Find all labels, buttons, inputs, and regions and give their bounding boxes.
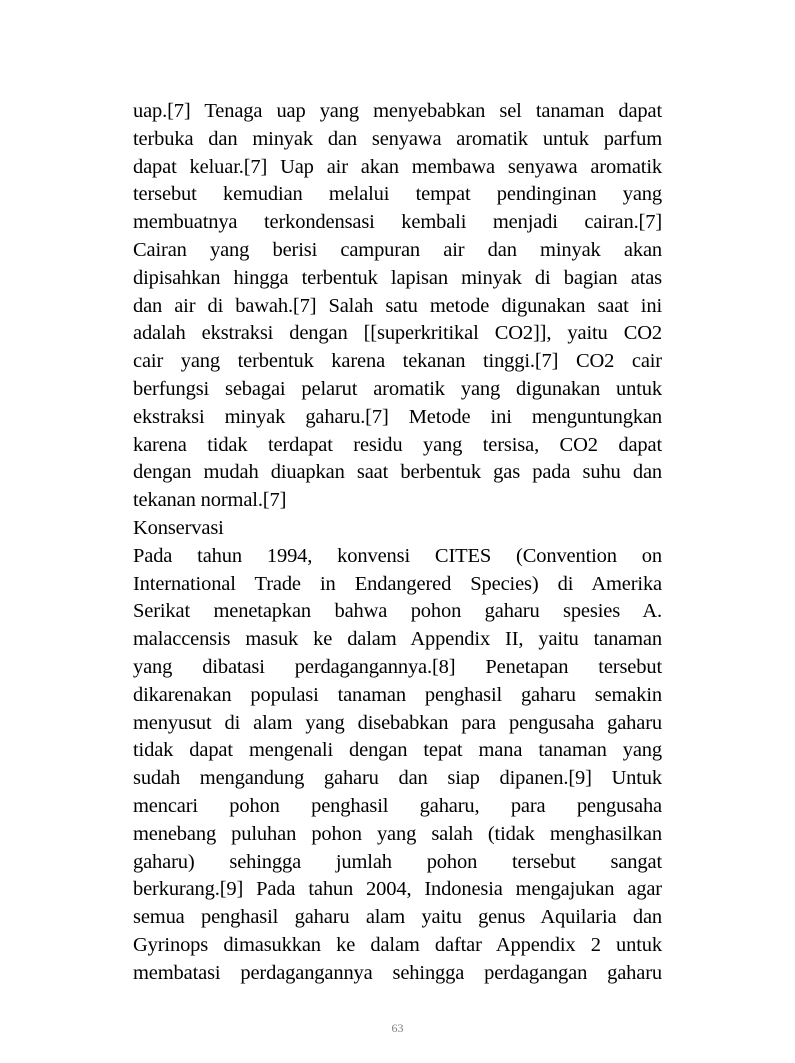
text-line: uap.[7] Tenaga uap yang menyebabkan sel tanaman dapat — [133, 100, 662, 122]
text-line: tekanan normal.[7] — [133, 489, 287, 512]
text-line: cair yang terbentuk karena tekanan tinggi.[7] CO2 cair — [133, 350, 662, 373]
text-line: terbuka dan minyak dan senyawa aromatik untuk parfum — [133, 127, 662, 150]
section-heading-text: Konservasi — [133, 516, 224, 539]
text-line: mencari pohon penghasil gaharu, para pengusaha — [133, 794, 662, 817]
text-line: berkurang.[9] Pada tahun 2004, Indonesia mengajukan agar — [133, 878, 662, 901]
text-line: dikarenakan populasi tanaman penghasil gaharu semakin — [133, 683, 662, 706]
text-line: ekstraksi minyak gaharu.[7] Metode ini menguntungkan — [133, 405, 662, 428]
text-line: dan air di bawah.[7] Salah satu metode digunakan saat ini — [133, 294, 662, 317]
text-line: gaharu) sehingga jumlah pohon tersebut sangat — [133, 850, 662, 873]
section-heading — [133, 515, 662, 543]
text-line: sudah mengandung gaharu dan siap dipanen.[9] Untuk — [133, 767, 662, 790]
text-line: membatasi perdagangannya sehingga perdagangan gaharu — [133, 961, 662, 984]
text-line: Serikat menetapkan bahwa pohon gaharu spesies A. — [133, 600, 662, 623]
text-line: Pada tahun 1994, konvensi CITES (Convention on — [133, 544, 662, 567]
text-line: tidak dapat mengenali dengan tepat mana tanaman yang — [133, 739, 662, 762]
text-line: yang dibatasi perdagangannya.[8] Penetapan tersebut — [133, 655, 662, 678]
text-line: semua penghasil gaharu alam yaitu genus Aquilaria dan — [133, 906, 662, 929]
text-line: Gyrinops dimasukkan ke dalam daftar Appendix 2 untuk — [133, 933, 662, 956]
paragraph-distillation — [133, 98, 662, 515]
text-line: membuatnya terkondensasi kembali menjadi cairan.[7] — [133, 211, 662, 234]
text-line: dipisahkan hingga terbentuk lapisan minyak di bagian atas — [133, 266, 662, 289]
text-line: karena tidak terdapat residu yang tersisa, CO2 dapat — [133, 433, 662, 456]
text-line: dengan mudah diuapkan saat berbentuk gas pada suhu dan — [133, 461, 662, 484]
text-line: menyusut di alam yang disebabkan para pengusaha gaharu — [133, 711, 662, 734]
paragraph-conservation — [133, 543, 662, 988]
text-line: tersebut kemudian melalui tempat pendinginan yang — [133, 183, 662, 206]
page-number: 63 — [391, 1021, 404, 1035]
text-line: International Trade in Endangered Species) di Amerika — [133, 572, 662, 595]
text-line: Cairan yang berisi campuran air dan minyak akan — [133, 238, 662, 261]
text-line: adalah ekstraksi dengan [[superkritikal CO2]], yaitu CO2 — [133, 322, 662, 345]
text-line: malaccensis masuk ke dalam Appendix II, yaitu tanaman — [133, 628, 662, 651]
text-line: dapat keluar.[7] Uap air akan membawa senyawa aromatik — [133, 155, 662, 178]
body-text — [133, 98, 662, 988]
text-line: menebang puluhan pohon yang salah (tidak menghasilkan — [133, 822, 662, 845]
text-line: berfungsi sebagai pelarut aromatik yang digunakan untuk — [133, 377, 662, 400]
